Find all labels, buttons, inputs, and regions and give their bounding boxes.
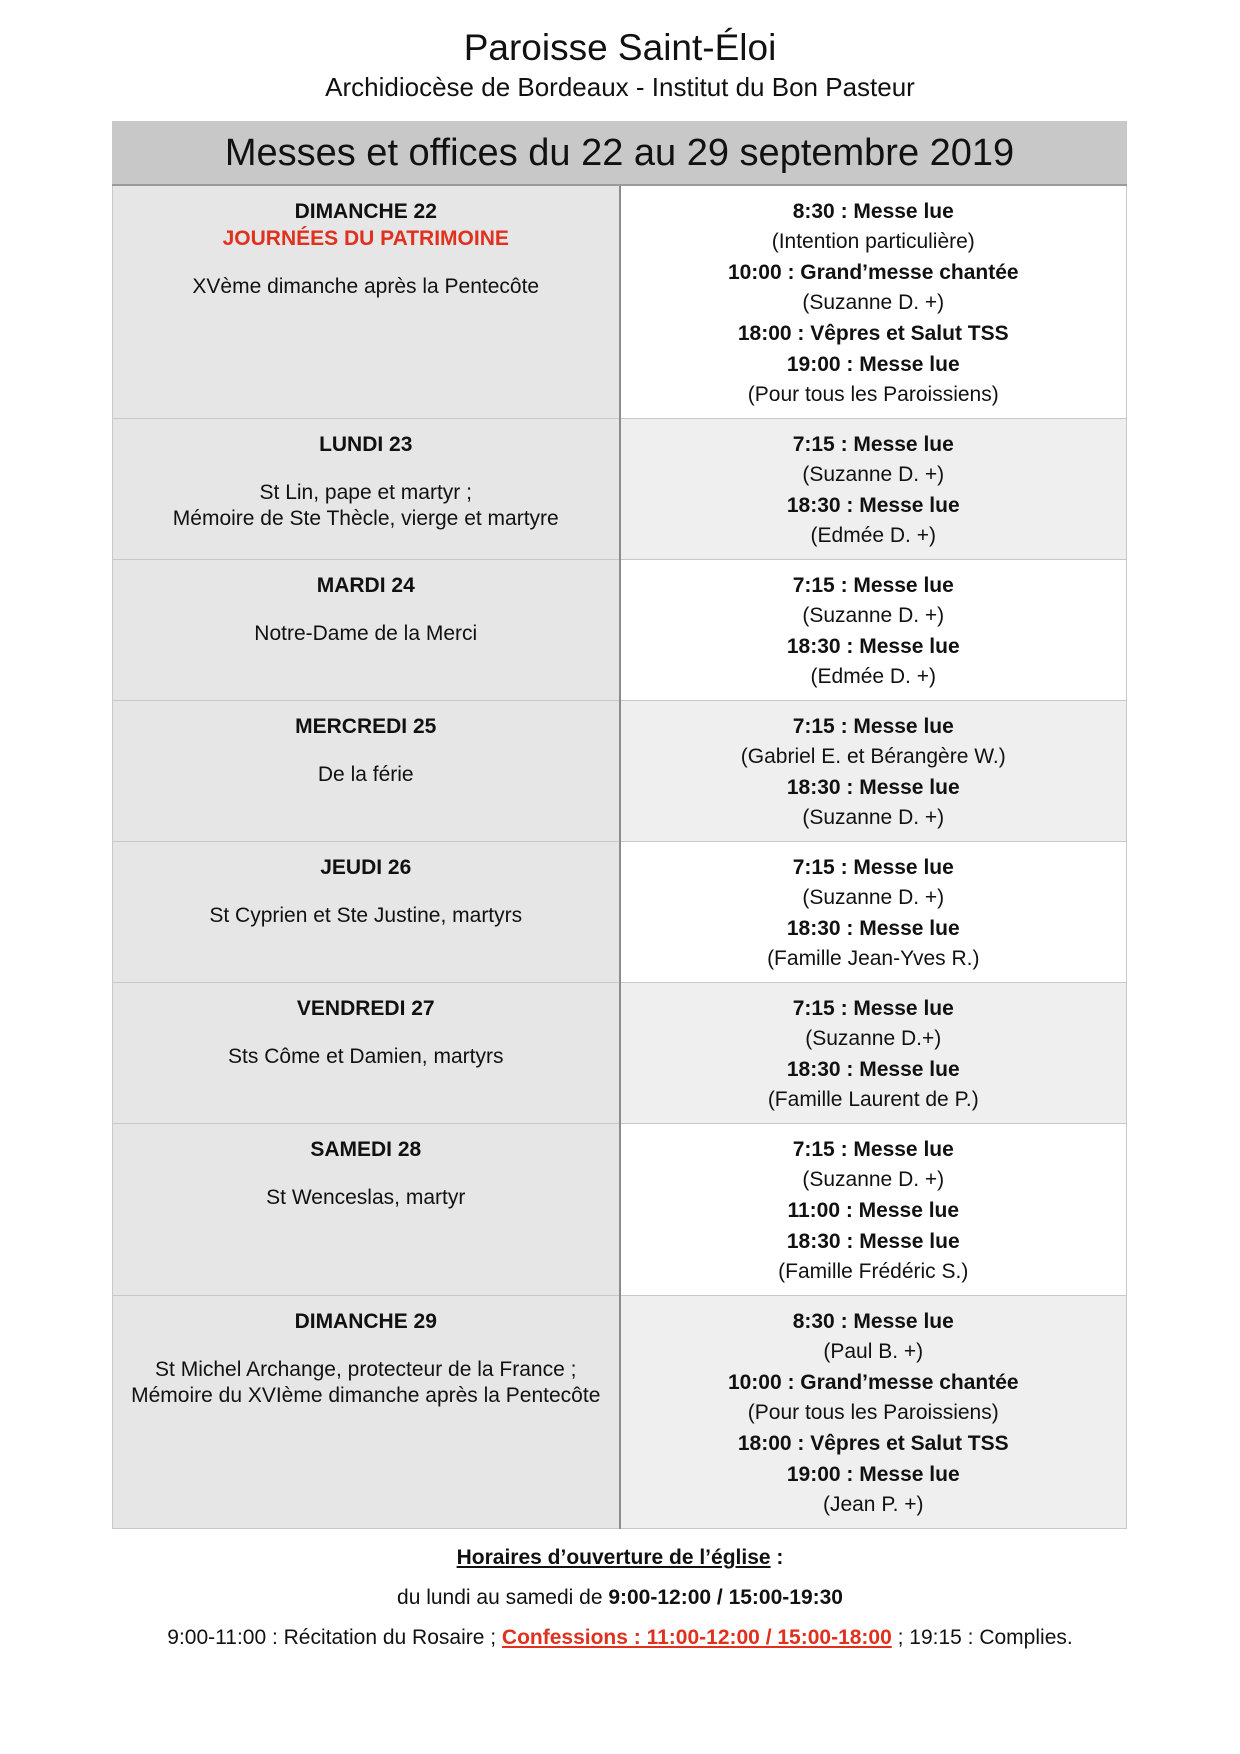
day-row — [113, 842, 1127, 983]
mass-time: 18:00 : Vêpres et Salut TSS — [737, 1432, 1009, 1455]
mass-time: 7:15 : Messe lue — [792, 715, 954, 738]
daily-offices — [0, 1624, 1240, 1652]
mass-time: 8:30 : Messe lue — [792, 200, 954, 223]
schedule-banner — [113, 122, 1127, 186]
liturgical-day: De la férie — [317, 763, 414, 786]
mass-intention: (Suzanne D. +) — [802, 806, 945, 829]
day-name: DIMANCHE 22 — [294, 200, 437, 223]
day-name: SAMEDI 28 — [310, 1138, 422, 1161]
liturgical-day: St Michel Archange, protecteur de la France ; Mémoire du XVIème dimanche après la Pentecôte — [131, 1358, 601, 1407]
day-row — [113, 560, 1127, 701]
schedule-rows — [113, 185, 1127, 1529]
opening-hours-title: Horaires d’ouverture de l’église : — [456, 1546, 784, 1569]
mass-intention: (Edmée D. +) — [810, 665, 936, 688]
mass-time: 19:00 : Messe lue — [786, 1463, 960, 1486]
mass-intention: (Famille Laurent de P.) — [767, 1088, 979, 1111]
mass-time: 18:30 : Messe lue — [786, 917, 960, 940]
mass-time: 11:00 : Messe lue — [787, 1199, 960, 1222]
day-name: LUNDI 23 — [319, 433, 413, 456]
mass-time: 18:30 : Messe lue — [786, 635, 960, 658]
weekday-hours-value: 9:00-12:00 / 15:00-19:30 — [608, 1586, 843, 1609]
mass-intention: (Famille Jean-Yves R.) — [767, 947, 980, 970]
schedule-title: Messes et offices du 22 au 29 septembre 2019 — [113, 122, 1127, 186]
mass-time: 8:30 : Messe lue — [792, 1310, 954, 1333]
mass-intention: (Famille Frédéric S.) — [778, 1260, 969, 1283]
liturgical-day: St Wenceslas, martyr — [266, 1186, 466, 1209]
mass-intention: (Suzanne D. +) — [802, 291, 945, 314]
special-event: JOURNÉES DU PATRIMOINE — [222, 227, 509, 250]
mass-time: 18:30 : Messe lue — [786, 776, 960, 799]
day-row — [113, 983, 1127, 1124]
mass-intention: (Suzanne D.+) — [805, 1027, 942, 1050]
day-name: JEUDI 26 — [320, 856, 412, 879]
day-cell — [113, 1124, 620, 1296]
day-row — [113, 185, 1127, 419]
mass-time: 7:15 : Messe lue — [792, 574, 954, 597]
compline-text: ; 19:15 : Complies. — [891, 1626, 1073, 1649]
day-name: DIMANCHE 29 — [294, 1310, 437, 1333]
mass-cell — [620, 1296, 1127, 1529]
mass-time: 7:15 : Messe lue — [792, 433, 954, 456]
mass-intention: (Intention particulière) — [771, 230, 975, 253]
day-name: MERCREDI 25 — [295, 715, 437, 738]
liturgical-day: St Lin, pape et martyr ; Mémoire de Ste Thècle, vierge et martyre — [172, 481, 559, 530]
day-name: MARDI 24 — [316, 574, 415, 597]
mass-intention: (Gabriel E. et Bérangère W.) — [740, 745, 1006, 768]
mass-intention: (Jean P. +) — [822, 1493, 924, 1516]
mass-intention: (Suzanne D. +) — [802, 1168, 945, 1191]
parish-name: Paroisse Saint-Éloi — [463, 27, 777, 68]
mass-cell — [620, 185, 1127, 419]
mass-intention: (Suzanne D. +) — [802, 604, 945, 627]
liturgical-day: Notre-Dame de la Merci — [254, 622, 478, 645]
day-row — [113, 701, 1127, 842]
opening-hours — [0, 1544, 1240, 1652]
rosary-text: 9:00-11:00 : Récitation du Rosaire ; — [167, 1626, 502, 1649]
parish-subtitle: Archidiocèse de Bordeaux - Institut du Bon Pasteur — [325, 72, 915, 102]
mass-cell — [620, 419, 1127, 560]
mass-cell — [620, 560, 1127, 701]
confessions-text: Confessions : 11:00-12:00 / 15:00-18:00 — [501, 1626, 892, 1649]
mass-time: 10:00 : Grand’messe chantée — [727, 1371, 1019, 1394]
mass-time: 7:15 : Messe lue — [792, 997, 954, 1020]
liturgical-day: XVème dimanche après la Pentecôte — [192, 275, 540, 298]
weekday-hours: du lundi au samedi de 9:00-12:00 / 15:00-19:30 — [397, 1586, 843, 1609]
day-row — [113, 1296, 1127, 1529]
day-cell — [113, 842, 620, 983]
mass-intention: (Pour tous les Paroissiens) — [747, 383, 999, 406]
mass-time: 18:30 : Messe lue — [786, 494, 960, 517]
mass-time: 18:00 : Vêpres et Salut TSS — [737, 322, 1009, 345]
mass-intention: (Suzanne D. +) — [802, 463, 945, 486]
mass-intention: (Edmée D. +) — [810, 524, 936, 547]
day-row — [113, 1124, 1127, 1296]
mass-time: 18:30 : Messe lue — [786, 1058, 960, 1081]
day-cell — [113, 419, 620, 560]
day-cell — [113, 560, 620, 701]
day-cell — [113, 701, 620, 842]
mass-time: 10:00 : Grand’messe chantée — [727, 261, 1019, 284]
mass-cell — [620, 842, 1127, 983]
mass-cell — [620, 983, 1127, 1124]
day-name: VENDREDI 27 — [296, 997, 435, 1020]
schedule-table — [112, 121, 1127, 1529]
day-cell — [113, 185, 620, 419]
mass-intention: (Paul B. +) — [823, 1340, 924, 1363]
mass-intention: (Suzanne D. +) — [802, 886, 945, 909]
mass-cell — [620, 1124, 1127, 1296]
mass-time: 19:00 : Messe lue — [786, 353, 960, 376]
day-cell — [113, 983, 620, 1124]
page-header — [0, 26, 1240, 104]
mass-cell — [620, 701, 1127, 842]
liturgical-day: Sts Côme et Damien, martyrs — [228, 1045, 504, 1068]
mass-time: 7:15 : Messe lue — [792, 1138, 954, 1161]
mass-time: 7:15 : Messe lue — [792, 856, 954, 879]
mass-intention: (Pour tous les Paroissiens) — [747, 1401, 999, 1424]
mass-time: 18:30 : Messe lue — [786, 1230, 960, 1253]
day-row — [113, 419, 1127, 560]
day-cell — [113, 1296, 620, 1529]
liturgical-day: St Cyprien et Ste Justine, martyrs — [209, 904, 523, 927]
